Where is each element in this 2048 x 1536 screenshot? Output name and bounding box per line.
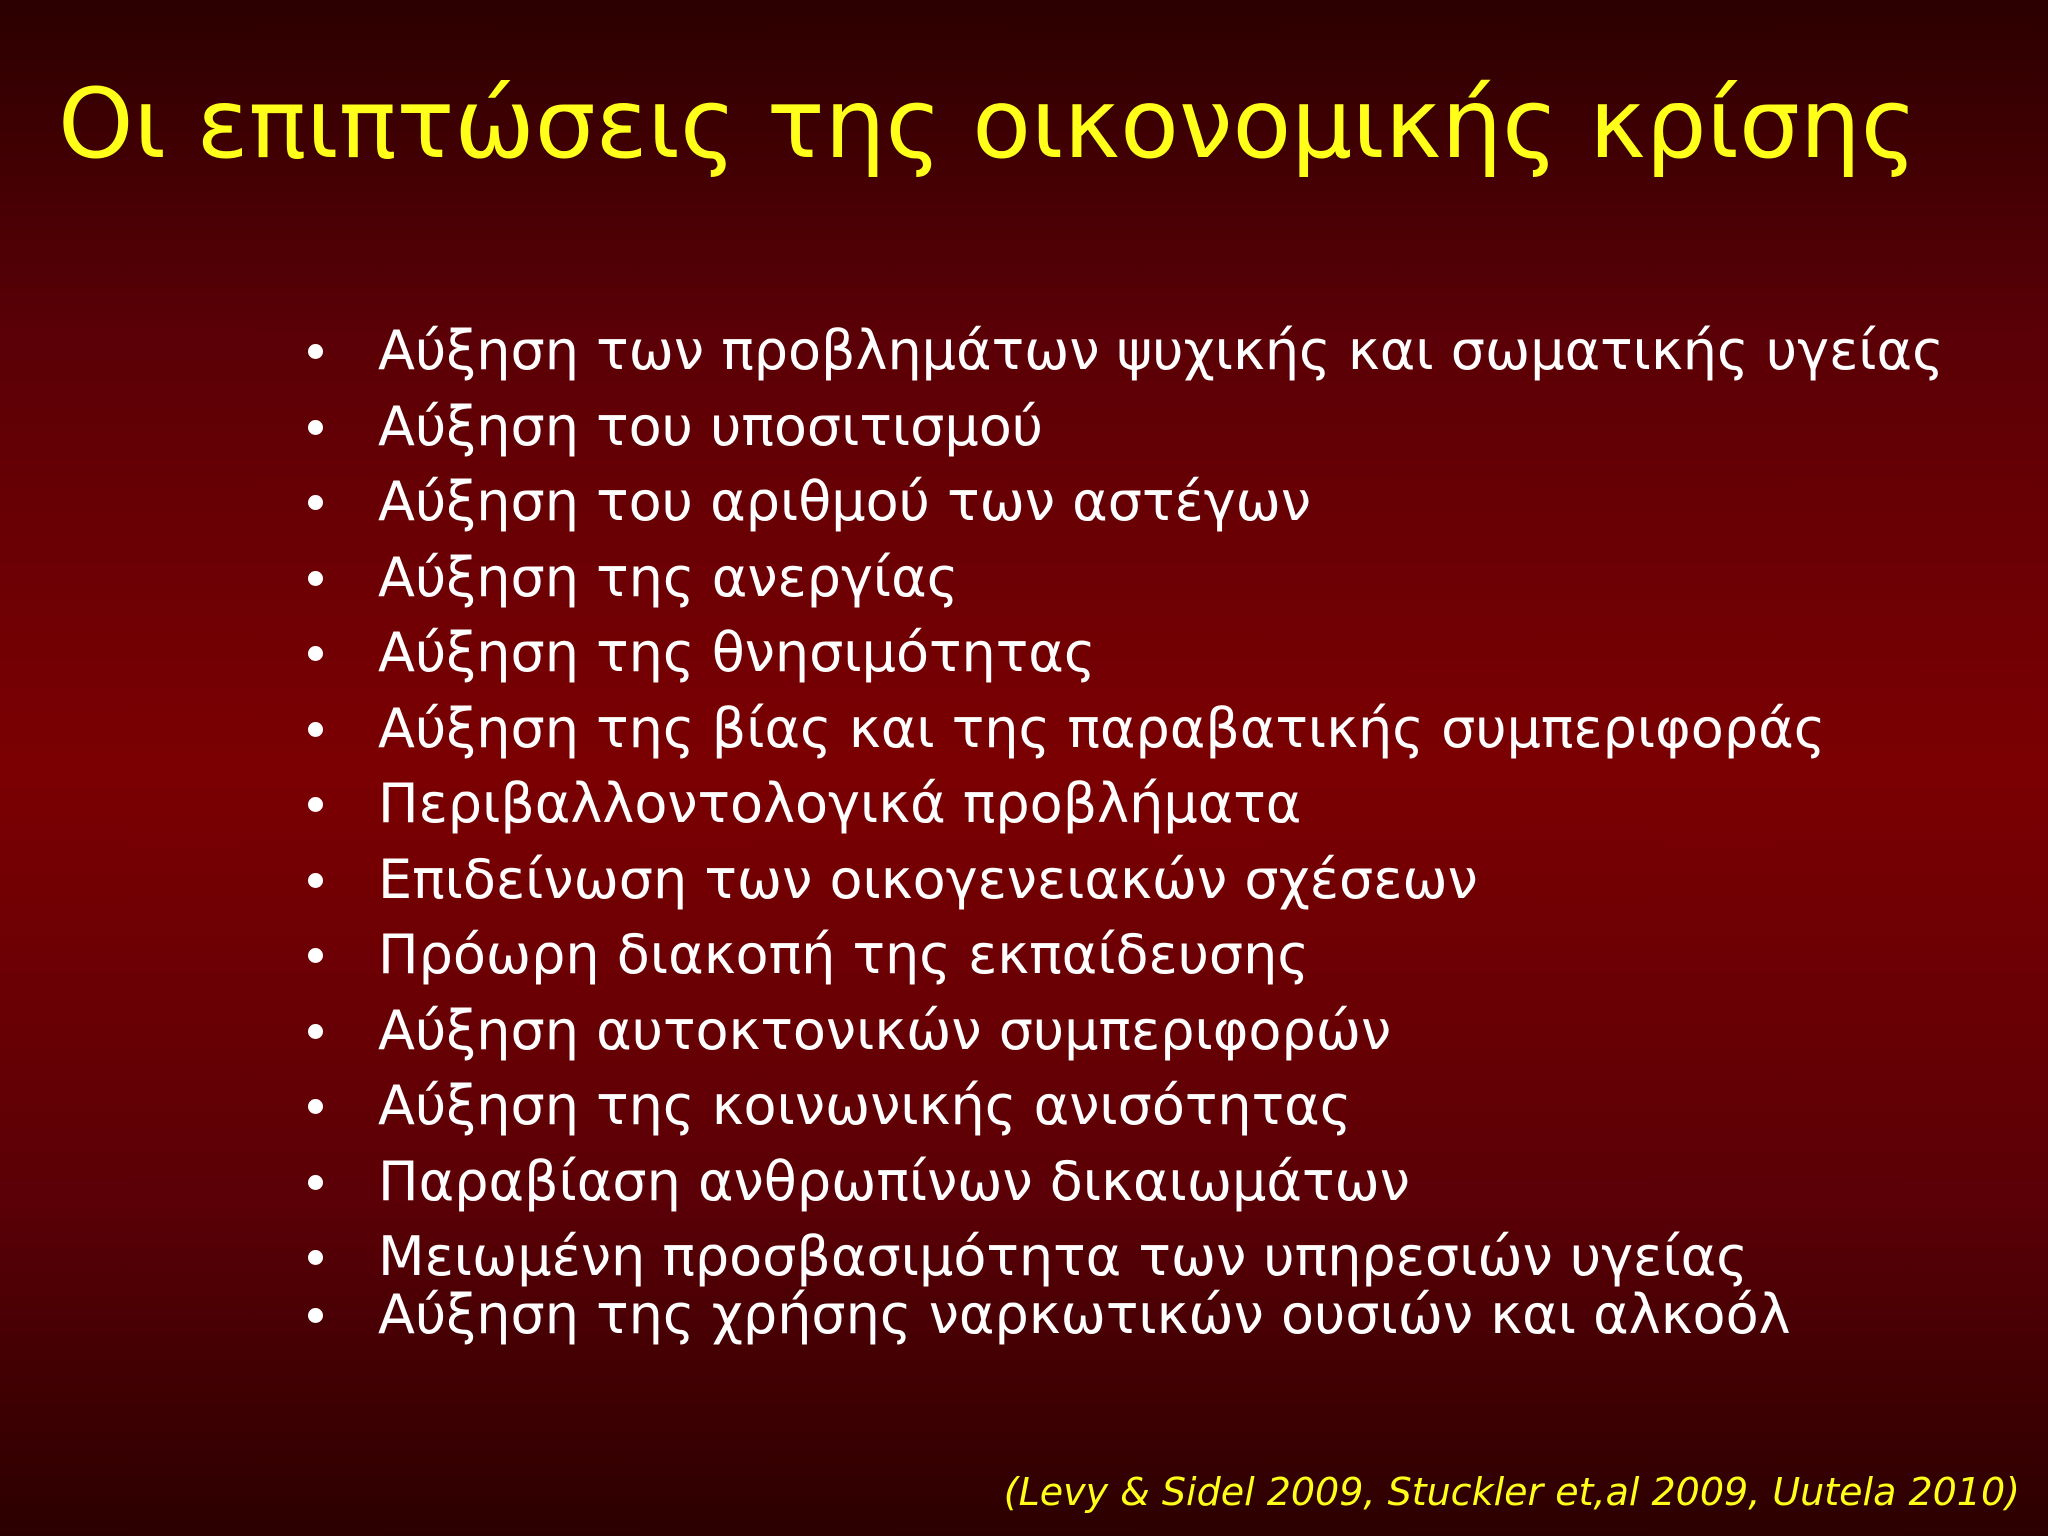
bullet-text: Παραβίαση ανθρωπίνων δικαιωμάτων	[378, 1149, 1410, 1213]
bullet-icon	[308, 495, 323, 510]
bullet-text: Μειωμένη προσβασιμότητα των υπηρεσιών υγείας	[378, 1225, 1748, 1288]
bullet-text: Περιβαλλοντολογικά προβλήματα	[378, 772, 1302, 835]
bullet-icon	[308, 571, 323, 586]
bullet-icon	[308, 1308, 323, 1323]
bullet-text: Αύξηση της χρήσης ναρκωτικών ουσιών και αλκοόλ	[378, 1283, 1791, 1346]
bullet-text: Αύξηση αυτοκτονικών συμπεριφορών	[378, 998, 1392, 1062]
bullet-text: Αύξηση της κοινωνικής ανισότητας	[378, 1074, 1352, 1137]
bullet-icon	[308, 344, 323, 359]
bullet-text: Αύξηση της ανεργίας	[378, 545, 959, 609]
bullet-text: Επιδείνωση των οικογενειακών σχέσεων	[378, 847, 1478, 911]
bullet-text: Αύξηση της θνησιμότητας	[378, 621, 1096, 684]
bullet-icon	[308, 420, 323, 435]
bullet-icon	[308, 1099, 323, 1114]
citation: (Levy & Sidel 2009, Stuckler et,al 2009, Uutela 2010)	[1003, 1470, 2020, 1514]
bullet-icon	[308, 948, 323, 963]
bullet-icon	[308, 873, 323, 888]
bullet-icon	[308, 1024, 323, 1039]
bullet-icon	[308, 646, 323, 661]
bullet-text: Αύξηση των προβλημάτων ψυχικής και σωματικής υγείας	[378, 319, 1944, 382]
bullet-icon	[308, 1250, 323, 1265]
bullet-text: Πρόωρη διακοπή της εκπαίδευσης	[378, 923, 1310, 986]
bullet-icon	[308, 1175, 323, 1190]
bullet-icon	[308, 797, 323, 812]
bullet-text: Αύξηση της βίας και της παραβατικής συμπεριφοράς	[378, 696, 1826, 760]
bullet-text: Αύξηση του υποσιτισμού	[378, 394, 1044, 458]
slide-title: Οι επιπτώσεις της οικονομικής κρίσης	[58, 68, 1918, 180]
bullet-text: Αύξηση του αριθμού των αστέγων	[378, 470, 1312, 533]
bullet-icon	[308, 722, 323, 737]
